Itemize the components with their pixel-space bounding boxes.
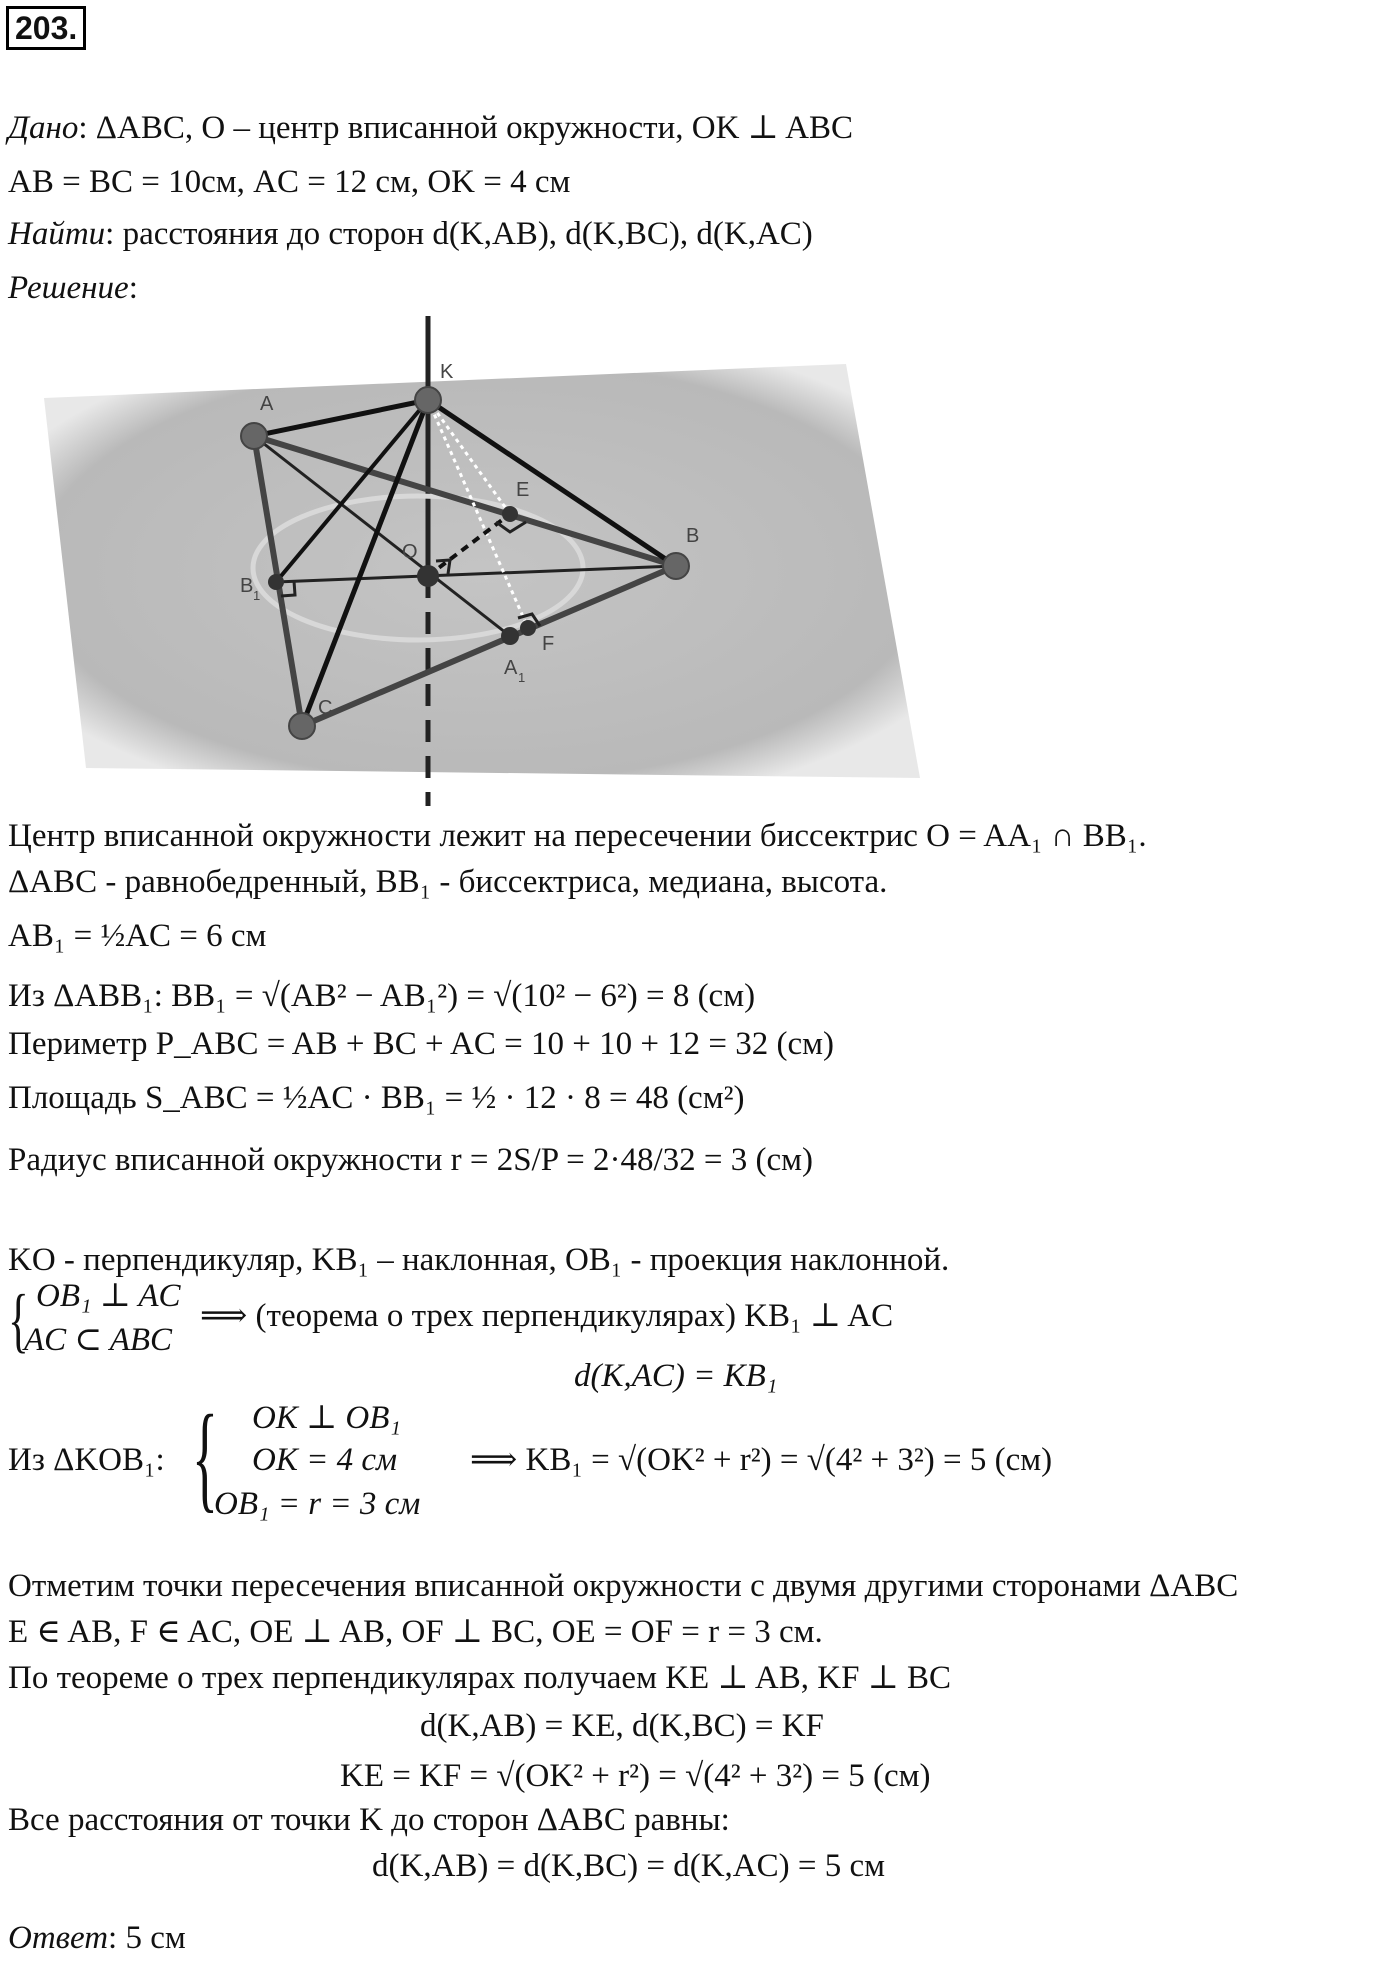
text-line-4: Из ΔABB₁: BB₁ = √(AB² − AB₁²) = √(10² − 6²) = 8 (см) <box>8 978 756 1014</box>
text-line-15: Все расстояния от точки K до сторон ΔABC равны: <box>8 1802 730 1838</box>
point-c <box>289 713 315 739</box>
point-a <box>241 423 267 449</box>
find-text: : расстояния до сторон d(K,AB), d(K,BC), d(K,AC) <box>105 216 813 252</box>
label-f: F <box>542 633 555 655</box>
label-b1-sub: 1 <box>253 588 261 603</box>
system-2-result: ⟹ KB₁ = √(OK² + r²) = √(4² + 3²) = 5 (см) <box>470 1442 1053 1478</box>
given-line-2 <box>8 162 570 202</box>
label-a1-sub: 1 <box>518 670 526 685</box>
solution-colon: : <box>128 270 138 306</box>
text-line-7: Радиус вписанной окружности r = 2S/P = 2·48/32 = 3 (см) <box>8 1142 813 1178</box>
system-2-brace: { <box>192 1390 218 1523</box>
label-a: A <box>260 393 274 415</box>
find-label: Найти <box>8 216 106 252</box>
find-line <box>8 214 813 254</box>
point-f <box>520 620 536 636</box>
label-c: C <box>318 697 333 719</box>
text-line-6: Площадь S_ABC = ½AC · BB₁ = ½ · 12 · 8 = 48 (см²) <box>8 1080 745 1116</box>
label-k: K <box>440 361 454 383</box>
solution-heading <box>8 268 138 308</box>
answer-text: : 5 см <box>108 1920 186 1956</box>
point-o <box>417 565 439 587</box>
answer-line <box>8 1918 186 1958</box>
problem-number: 203. <box>6 6 86 50</box>
point-k <box>415 387 441 413</box>
system-2-label: Из ΔKOB₁: <box>8 1442 165 1478</box>
system-1-row-b: AC ⊂ ABC <box>24 1322 173 1358</box>
text-line-10: Отметим точки пересечения вписанной окружности с двумя другими сторонами ΔABC <box>8 1568 1239 1604</box>
label-a1: A <box>504 657 518 679</box>
given-label: Дано <box>8 110 79 146</box>
system-2-row-b: OK = 4 см <box>252 1442 398 1478</box>
text-line-5: Периметр P_ABC = AB + BC + AC = 10 + 10 + 12 = 32 (см) <box>8 1026 835 1062</box>
point-a1 <box>501 627 519 645</box>
text-line-11: E ∈ AB, F ∈ AC, OE ⊥ AB, OF ⊥ BC, OE = OF = r = 3 см. <box>8 1614 823 1650</box>
text-line-3: AB₁ = ½AC = 6 см <box>8 918 267 954</box>
label-b1: B <box>240 575 254 597</box>
label-o: O <box>402 541 418 563</box>
point-b1 <box>268 574 284 590</box>
system-2-row-c: OB₁ = r = 3 см <box>214 1486 421 1522</box>
text-line-9: d(K,AC) = KB₁ <box>574 1358 778 1394</box>
system-2-row-a: OK ⊥ OB₁ <box>252 1400 401 1436</box>
text-line-16: d(K,AB) = d(K,BC) = d(K,AC) = 5 см <box>372 1848 885 1884</box>
point-e <box>502 506 518 522</box>
given-text-2: AB = BC = 10см, AC = 12 см, OK = 4 см <box>8 164 571 200</box>
system-1-row-a: OB₁ ⊥ AC <box>36 1278 181 1314</box>
plane-abc <box>44 364 920 778</box>
text-line-14: KE = KF = √(OK² + r²) = √(4² + 3²) = 5 (см) <box>340 1758 931 1794</box>
text-line-8: KO - перпендикуляр, KB₁ – наклонная, OB₁ - проекция наклонной. <box>8 1242 950 1278</box>
text-line-1: Центр вписанной окружности лежит на пересечении биссектрис O = AA₁ ∩ BB₁. <box>8 818 1147 854</box>
text-line-12: По теореме о трех перпендикулярах получаем KE ⊥ AB, KF ⊥ BC <box>8 1660 951 1696</box>
system-1-result: ⟹ (теорема о трех перпендикулярах) KB₁ ⊥ AC <box>200 1298 894 1334</box>
label-b: B <box>686 525 700 547</box>
given-line-1 <box>8 108 853 148</box>
text-line-13: d(K,AB) = KE, d(K,BC) = KF <box>420 1708 824 1744</box>
system-1 <box>8 1276 1008 1366</box>
pyramid-figure <box>0 310 1000 810</box>
system-1-brace: { <box>8 1280 29 1360</box>
point-b <box>663 553 689 579</box>
label-e: E <box>516 479 530 501</box>
answer-label: Ответ <box>8 1920 109 1956</box>
text-line-2: ΔABC - равнобедренный, BB₁ - биссектриса, медиана, высота. <box>8 864 888 900</box>
given-text-1: : ΔABC, O – центр вписанной окружности, OK ⊥ ABC <box>78 110 853 146</box>
system-2 <box>8 1390 1208 1528</box>
solution-label: Решение <box>8 270 129 306</box>
